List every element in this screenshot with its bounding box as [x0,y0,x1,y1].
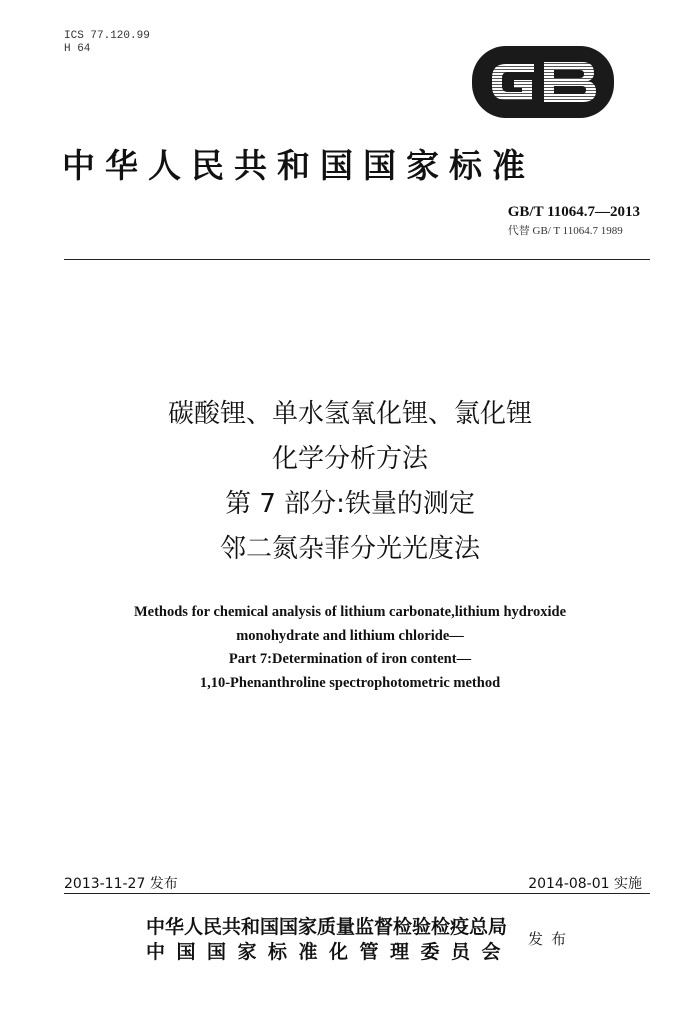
english-title-line: 1,10-Phenanthroline spectrophotometric method [199,674,501,691]
chinese-title-line: 第 7 部分:铁量的测定 [225,489,475,519]
chinese-title-line: 化学分析方法 [271,444,428,474]
english-title-line: Methods for chemical analysis of lithium carbonate,lithium hydroxide [133,604,567,620]
header-divider [64,259,650,260]
replaces-note: 代替 GB/ T 11064.7 1989 [507,225,623,237]
gb-logo [470,42,616,122]
ics-code: ICS 77.120.99 [64,30,150,42]
standard-number: GB/T 11064.7—2013 [507,204,640,220]
implementation-date: 2014-08-01 实施 [528,876,642,892]
issue-date: 2013-11-27 发布 [64,876,178,892]
standard-code-block [508,204,640,238]
chinese-title [0,392,700,572]
chinese-title-line: 碳酸锂、单水氢氧化锂、氯化锂 [167,399,532,429]
footer-divider [64,893,650,894]
ccs-code: H 64 [64,43,91,55]
english-title [0,601,700,695]
issuer-sac: 中国国家标准化管理委员会 [146,941,513,963]
standard-title: 中华人民共和国国家标准 [62,146,535,185]
english-title-line: Part 7:Determination of iron content— [228,651,472,667]
english-title-line: monohydrate and lithium chloride— [236,627,464,644]
issuing-authorities [146,915,512,965]
chinese-title-line: 邻二氮杂菲分光光度法 [219,534,480,564]
issuer-aqsiq: 中华人民共和国国家质量监督检验检疫总局 [146,916,508,938]
publish-label: 发布 [528,930,575,948]
classification-codes [64,30,150,56]
